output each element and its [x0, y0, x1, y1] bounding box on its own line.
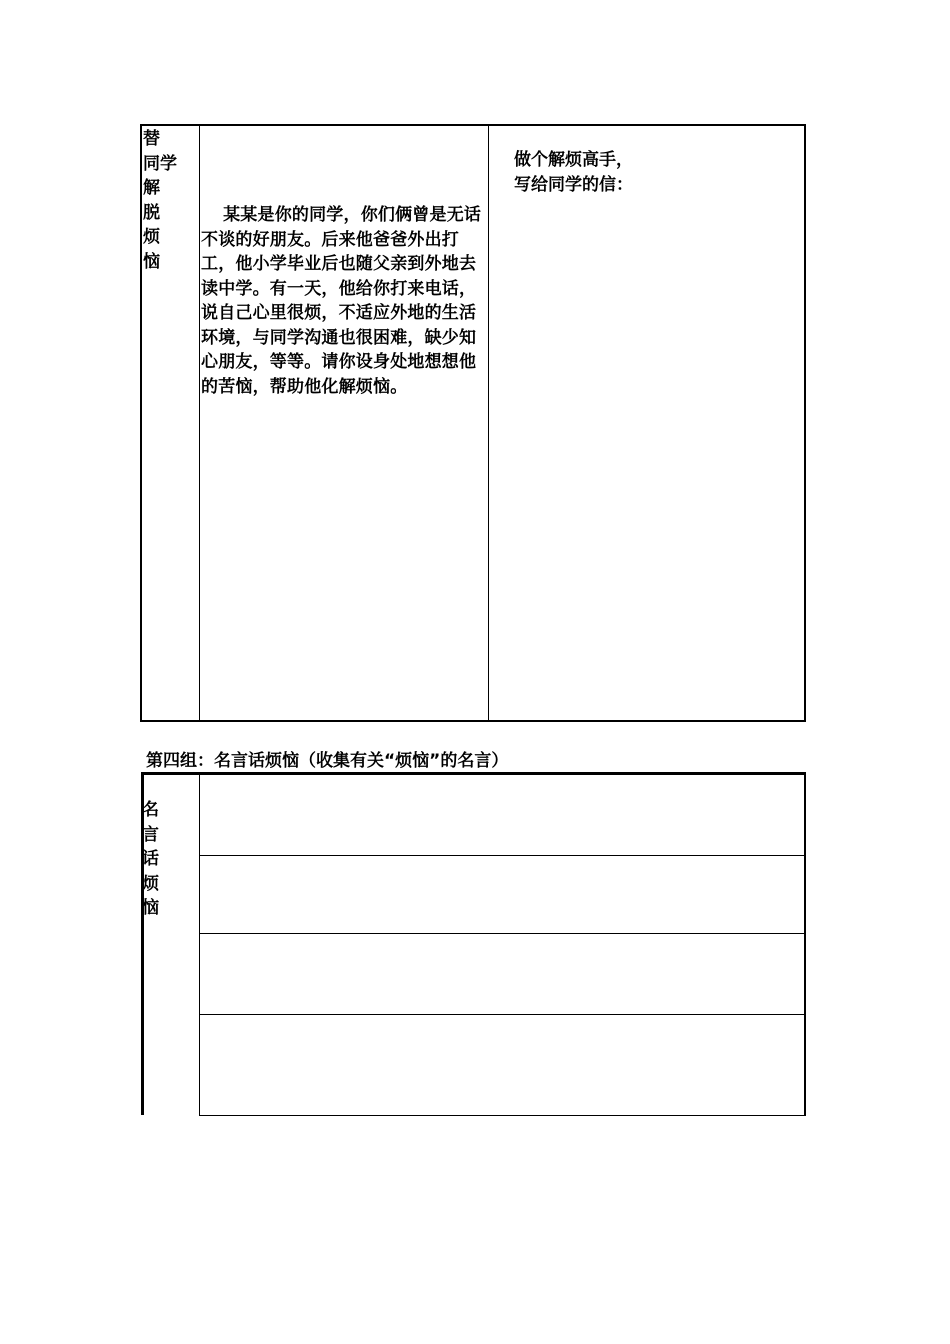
task-title: 做个解烦高手，	[514, 150, 633, 170]
label-line: 话	[142, 849, 159, 869]
table-border-top	[141, 772, 806, 775]
quote-cell-2[interactable]	[201, 857, 803, 932]
label-line: 烦	[143, 227, 160, 247]
label-line: 替	[143, 129, 160, 149]
row-label-quotes	[142, 798, 172, 921]
row-label-help-classmate	[143, 127, 179, 274]
row-divider	[199, 1014, 806, 1015]
row-divider	[199, 933, 806, 934]
table-divider	[199, 124, 200, 722]
label-line: 恼	[142, 898, 159, 918]
table-border-bottom	[199, 1115, 806, 1116]
label-line: 恼	[143, 251, 160, 272]
row-divider	[199, 855, 806, 856]
task-instruction: 写给同学的信：	[514, 174, 633, 195]
label-line: 名	[142, 800, 159, 820]
scenario-text: 某某是你的同学，你们俩曾是无话不谈的好朋友。后来他爸爸外出打工，他小学毕业后也随父亲到外地去读中学。有一天，他给你打来电话，说自己心里很烦，不适应外地的生活环境，与同学沟通也很困难，缺少知心朋友，等等。请你设身处地想想他的苦恼，帮助他化解烦恼。	[201, 205, 482, 397]
table-divider	[199, 772, 200, 1116]
label-line: 烦	[142, 873, 159, 894]
label-line: 解	[143, 178, 160, 198]
section-heading: 第四组：名言话烦恼（收集有关“烦恼”的名言）	[146, 751, 509, 771]
label-line: 脱	[143, 202, 160, 223]
quote-cell-1[interactable]	[201, 776, 803, 854]
label-line: 同学	[143, 153, 177, 174]
table-border-right	[804, 772, 806, 1116]
quote-cell-4[interactable]	[201, 1016, 803, 1114]
letter-writing-cell[interactable]	[514, 148, 714, 197]
quote-cell-3[interactable]	[201, 935, 803, 1013]
label-line: 言	[142, 824, 159, 845]
